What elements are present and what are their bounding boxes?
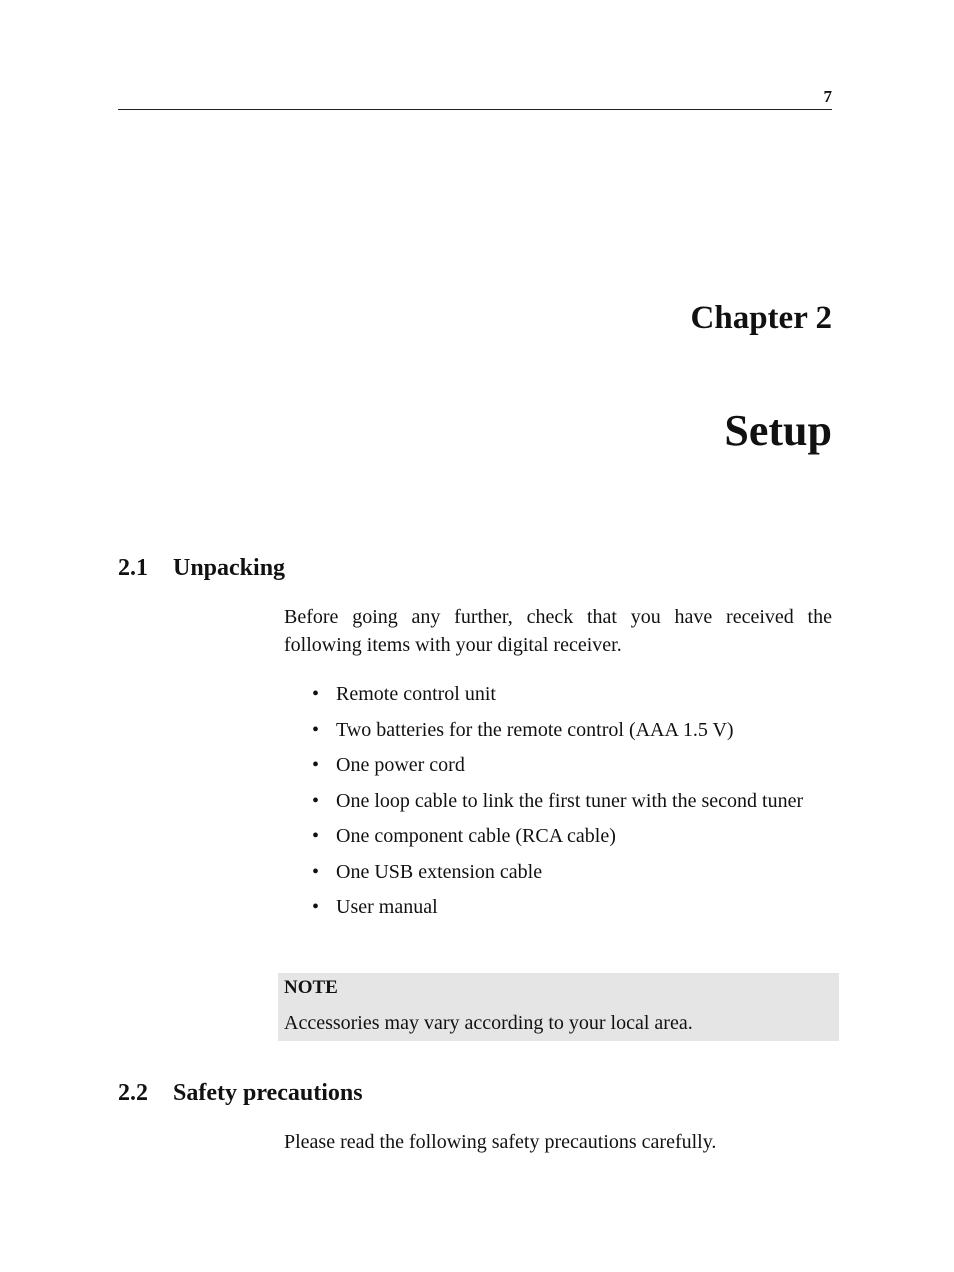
section-title: Safety precautions — [173, 1080, 363, 1106]
section-number: 2.2 — [118, 1080, 148, 1106]
chapter-label: Chapter 2 — [690, 300, 832, 336]
header-rule — [118, 109, 832, 110]
bullet-icon: • — [312, 896, 320, 918]
list-item-text: One component cable (RCA cable) — [336, 825, 616, 847]
section-heading-unpacking — [118, 555, 285, 582]
item-list — [284, 680, 832, 929]
list-item-text: One loop cable to link the first tuner with the second tuner — [336, 789, 804, 812]
safety-intro: Please read the following safety precautions carefully. — [284, 1131, 717, 1153]
chapter-title: Setup — [724, 406, 832, 455]
list-item-text: Remote control unit — [336, 683, 496, 705]
note-title: NOTE — [284, 977, 338, 998]
bullet-icon: • — [312, 718, 320, 741]
note-text: Accessories may vary according to your local area. — [284, 1012, 693, 1034]
bullet-icon: • — [312, 754, 320, 776]
bullet-icon: • — [312, 825, 320, 847]
page-number: 7 — [823, 87, 832, 106]
list-item — [284, 751, 832, 779]
bullet-icon: • — [312, 683, 320, 705]
list-item — [284, 680, 832, 708]
note-box — [278, 973, 839, 1041]
list-item — [284, 858, 832, 886]
list-item-text: One USB extension cable — [336, 860, 543, 883]
section-title: Unpacking — [173, 555, 286, 581]
bullet-icon: • — [312, 789, 320, 812]
list-item — [284, 893, 832, 921]
list-item-text: One power cord — [336, 754, 465, 776]
list-item-text: User manual — [336, 896, 438, 918]
list-item-text: Two batteries for the remote control (AAA 1.5 V) — [336, 718, 734, 741]
list-item — [284, 822, 832, 850]
section-heading-safety-precautions — [118, 1080, 363, 1107]
section-number: 2.1 — [118, 555, 148, 581]
list-item — [284, 716, 832, 744]
unpacking-intro: Before going any further, check that you have received the following items with your digital receiver. — [284, 606, 832, 656]
bullet-icon: • — [312, 860, 320, 883]
list-item — [284, 787, 832, 815]
